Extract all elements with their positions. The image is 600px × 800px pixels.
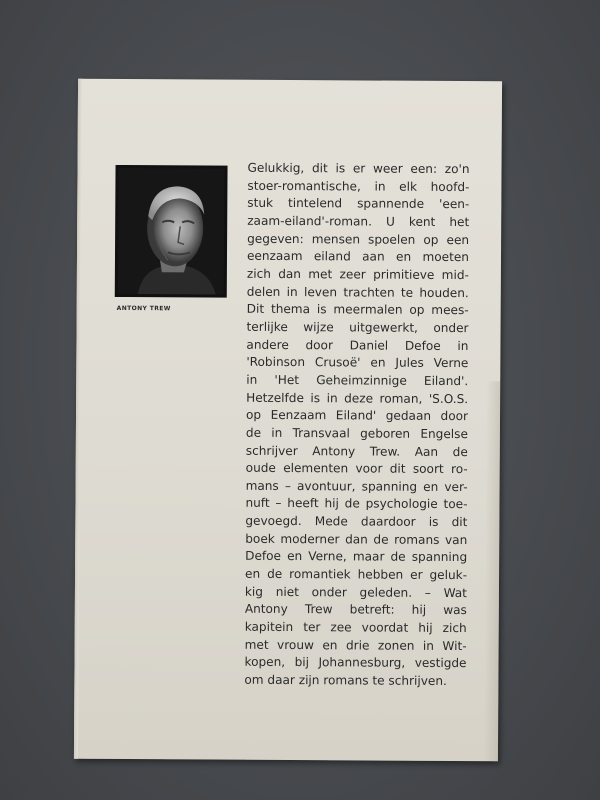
blurb-line: zaam-eiland'-roman. U kent het xyxy=(247,213,470,230)
author-photo xyxy=(115,165,228,298)
blurb-line: Hetzelfde is in deze roman, 'S.O.S. xyxy=(246,390,469,406)
blurb-line: Defoe en Verne, maar de spanning xyxy=(245,549,468,565)
blurb-line: schrijver Antony Trew. Aan de xyxy=(245,443,468,459)
blurb-line: en de romantiek hebben er geluk- xyxy=(245,566,468,583)
blurb-line: kapitein ter zee voordat hij zich xyxy=(244,619,467,636)
blurb-line: delen in leven trachten te houden. xyxy=(246,284,469,300)
blurb-text xyxy=(244,160,469,691)
blurb-line: zich dan met zeer primitieve mid- xyxy=(246,266,469,283)
blurb-line: boek moderner dan de romans van xyxy=(245,531,468,547)
blurb-line: oude elementen voor dit soort ro- xyxy=(245,460,468,477)
blurb-line: kig niet onder geleden. – Wat xyxy=(244,584,467,600)
blurb-line: terlijke wijze uitgewerkt, onder xyxy=(246,319,469,336)
blurb-line: mans – avontuur, spanning en ver- xyxy=(245,478,468,494)
blurb-line: met vrouw en drie zonen in Wit- xyxy=(244,637,467,653)
blurb-line: gegeven: mensen spoelen op een xyxy=(247,231,470,247)
blurb-line: nuft – heeft hij de psychologie toe- xyxy=(245,496,468,512)
blurb-line: de in Transvaal geboren Engelse xyxy=(245,425,468,441)
blurb-line: in 'Het Geheimzinnige Eiland'. xyxy=(246,372,469,388)
book-back-cover xyxy=(74,79,502,762)
blurb-line: Gelukkig, dit is er weer een: zo'n xyxy=(247,160,470,177)
blurb-line: Dit thema is meermalen op mees- xyxy=(246,301,469,318)
blurb-line: Antony Trew betreft: hij was xyxy=(244,602,467,618)
blurb-line: 'Robinson Crusoë' en Jules Verne xyxy=(246,354,469,371)
author-caption: ANTONY TREW xyxy=(116,304,171,313)
blurb-line: andere door Daniel Defoe in xyxy=(246,337,469,353)
blurb-line: om daar zijn romans te schrijven. xyxy=(244,672,447,689)
blurb-line: gevoegd. Mede daardoor is dit xyxy=(245,513,468,530)
blurb-line: stuk tintelend spannende 'een- xyxy=(247,196,470,212)
blurb-line: stoer-romantische, in elk hoofd- xyxy=(247,178,470,194)
blurb-line: op Eenzaam Eiland' gedaan door xyxy=(245,407,469,424)
author-portrait-image xyxy=(118,168,225,295)
blurb-line: kopen, bij Johannesburg, vestigde xyxy=(244,655,467,671)
blurb-line: eenzaam eiland aan en moeten xyxy=(246,249,470,265)
